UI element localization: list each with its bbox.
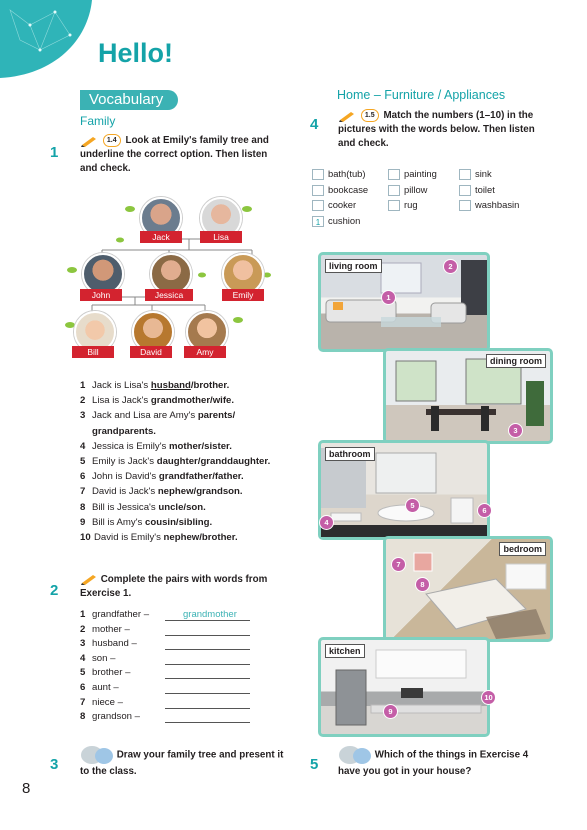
pencil-icon (80, 573, 98, 585)
pin-9: 9 (383, 704, 398, 719)
exercise-1-instruction (80, 134, 285, 176)
nametag-jessica: Jessica (145, 289, 193, 301)
exercise-2-text: Complete the pairs with words from Exercise 1. (80, 574, 268, 599)
word-column-2 (388, 166, 437, 213)
word-bathtub: bath(tub) (312, 166, 368, 182)
family-subheading: Family (80, 114, 116, 128)
answer-line-7[interactable] (165, 708, 250, 709)
photo-living-room (318, 252, 490, 352)
pin-8: 8 (415, 577, 430, 592)
pair-6: 6 aunt – (80, 681, 119, 693)
pair-7: 7 niece – (80, 696, 123, 708)
nametag-lisa: Lisa (200, 231, 242, 243)
speech-bubbles-icon (80, 745, 114, 765)
answer-line-1[interactable] (165, 620, 250, 621)
word-sink: sink (459, 166, 519, 182)
exercise-2-instruction (80, 573, 285, 601)
exercise-5-text: Which of the things in Exercise 4 have you got in your house? (338, 749, 529, 777)
exercise-3-text: Draw your family tree and present it to the class. (80, 749, 284, 777)
pin-5: 5 (405, 498, 420, 513)
word-pillow: pillow (388, 182, 437, 198)
sentence-6: 6 John is David's grandfather/father. (80, 471, 244, 483)
exercise-4-text: Match the numbers (1–10) in the pictures with the words below. Then listen and check. (338, 110, 535, 150)
pair-2: 2 mother – (80, 623, 130, 635)
answer-line-8[interactable] (165, 722, 250, 723)
label-bedroom: bedroom (499, 542, 546, 556)
sentence-4: 4 Jessica is Emily's mother/sister. (80, 440, 232, 452)
exercise-1-number: 1 (50, 144, 59, 161)
pair-1: 1 grandfather – (80, 609, 150, 620)
sentence-3-cont: grandparents. (92, 425, 156, 437)
pin-6: 6 (477, 503, 492, 518)
answer-line-6[interactable] (165, 693, 250, 694)
pair-8: 8 grandson – (80, 711, 141, 723)
pair-4: 4 son – (80, 652, 116, 664)
photo-dining-room (383, 348, 553, 444)
pair-3: 3 husband – (80, 638, 137, 650)
pencil-icon (80, 135, 98, 147)
pin-10: 10 (481, 690, 496, 705)
vocabulary-tag: Vocabulary (80, 90, 178, 110)
pin-3: 3 (508, 423, 523, 438)
label-bathroom: bathroom (325, 447, 375, 461)
page-number: 8 (22, 780, 31, 797)
pair-1-answer: grandmother (183, 609, 237, 620)
sentence-3: 3 Jack and Lisa are Amy's parents/ (80, 410, 236, 422)
exercise-2-number: 2 (50, 582, 59, 599)
word-bookcase: bookcase (312, 182, 368, 198)
word-cushion: 1 cushion (312, 213, 368, 229)
speech-bubbles-icon (338, 745, 372, 765)
nametag-john: John (80, 289, 122, 301)
word-rug: rug (388, 197, 437, 213)
photo-kitchen (318, 637, 493, 737)
exercise-4-instruction (338, 109, 553, 151)
corner-decoration (0, 0, 95, 82)
answer-line-4[interactable] (165, 664, 250, 665)
answer-line-2[interactable] (165, 635, 250, 636)
exercise-3-number: 3 (50, 756, 59, 773)
pin-4: 4 (319, 515, 334, 530)
label-living-room: living room (325, 259, 382, 273)
audio-track-icon[interactable]: 1.5 (361, 109, 379, 122)
exercise-5-instruction (338, 745, 548, 779)
sentence-1: 1 Jack is Lisa's husband/brother. (80, 380, 230, 391)
exercise-1-text: Look at Emily's family tree and underline the correct option. Then listen and check. (80, 135, 269, 175)
exercise-2-pairs (80, 608, 280, 728)
nametag-emily: Emily (222, 289, 264, 301)
word-painting: painting (388, 166, 437, 182)
nametag-bill: Bill (72, 346, 114, 358)
pin-7: 7 (391, 557, 406, 572)
sentence-7: 7 David is Jack's nephew/grandson. (80, 486, 243, 498)
word-cooker: cooker (312, 197, 368, 213)
answer-line-5[interactable] (165, 678, 250, 679)
pin-1: 1 (381, 290, 396, 305)
page-title: Hello! (98, 38, 174, 68)
pencil-icon (338, 110, 356, 122)
word-column-1 (312, 166, 368, 228)
nametag-amy: Amy (184, 346, 226, 358)
nametag-david: David (130, 346, 172, 358)
exercise-3-instruction (80, 745, 290, 779)
word-column-3 (459, 166, 519, 213)
photo-bathroom (318, 440, 490, 540)
exercise-1-sentences (80, 378, 295, 545)
exercise-4-number: 4 (310, 116, 319, 133)
sentence-2: 2 Lisa is Jack's grandmother/wife. (80, 395, 235, 407)
exercise-5-number: 5 (310, 756, 319, 773)
pair-5: 5 brother – (80, 667, 131, 679)
pin-2: 2 (443, 259, 458, 274)
audio-track-icon[interactable]: 1.4 (103, 134, 121, 147)
word-washbasin: washbasin (459, 197, 519, 213)
answer-line-3[interactable] (165, 649, 250, 650)
sentence-9: 9 Bill is Amy's cousin/sibling. (80, 516, 213, 528)
sentence-5: 5 Emily is Jack's daughter/granddaughter. (80, 456, 271, 468)
sentence-10: 10 David is Emily's nephew/brother. (80, 532, 238, 544)
nametag-jack: Jack (140, 231, 182, 243)
family-tree (62, 195, 277, 365)
label-dining-room: dining room (486, 354, 546, 368)
photo-bedroom (383, 536, 553, 642)
sentence-8: 8 Bill is Jessica's uncle/son. (80, 501, 206, 513)
label-kitchen: kitchen (325, 644, 365, 658)
home-heading: Home – Furniture / Appliances (337, 88, 506, 102)
word-toilet: toilet (459, 182, 519, 198)
